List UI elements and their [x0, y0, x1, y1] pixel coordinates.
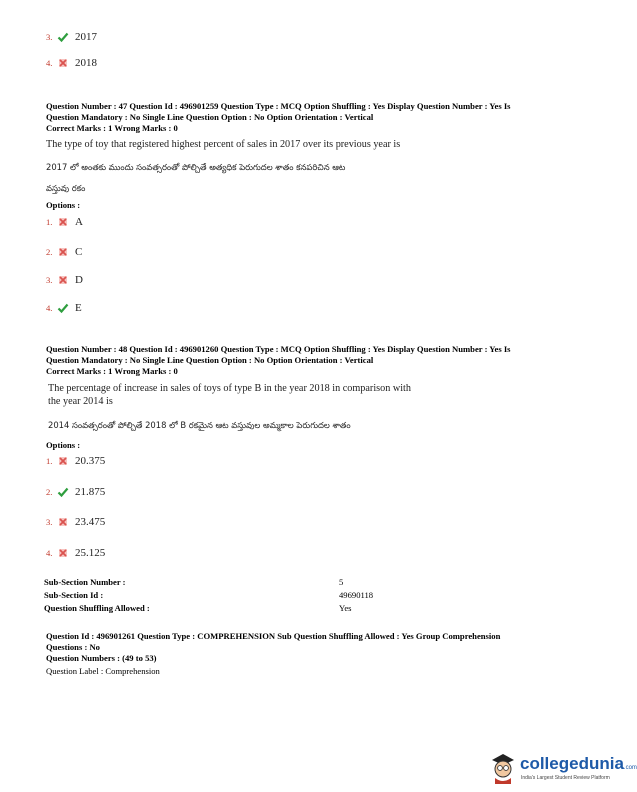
option-value: A — [75, 216, 83, 228]
check-icon — [57, 486, 69, 498]
option-row — [46, 57, 97, 69]
shuffle-label: Question Shuffling Allowed : — [44, 603, 150, 613]
option-number: 1. — [46, 217, 53, 227]
question-47-english: The type of toy that registered highest percent of sales in 2017 over its previous year is — [46, 139, 401, 150]
cross-icon — [57, 57, 69, 69]
option-number: 1. — [46, 456, 53, 466]
subsection-id-label: Sub-Section Id : — [44, 590, 104, 600]
meta-line: Questions : No — [46, 642, 100, 652]
option-value: 2018 — [75, 57, 97, 69]
option-row — [46, 274, 83, 286]
question-48-english — [48, 382, 411, 408]
options-label: Options : — [46, 440, 81, 450]
logo-name: collegedunia — [520, 754, 624, 773]
question-48-meta — [46, 344, 566, 377]
check-icon — [57, 302, 69, 314]
collegedunia-logo — [488, 748, 637, 788]
option-value: E — [75, 302, 82, 314]
options-label: Options : — [46, 200, 81, 210]
comprehension-meta — [46, 631, 566, 664]
subsection-id-value: 49690118 — [339, 590, 374, 600]
option-number: 2. — [46, 247, 53, 257]
marks-line: Correct Marks : 1 Wrong Marks : 0 — [46, 123, 178, 133]
option-value: 21.875 — [75, 486, 106, 498]
option-value: 2017 — [75, 31, 97, 43]
option-value: D — [75, 274, 83, 286]
option-row — [46, 547, 105, 559]
meta-line: Question Number : 47 Question Id : 496901259 Question Type : MCQ Option Shuffling : Yes Display Question Number : Yes Is — [46, 101, 511, 111]
meta-line: Question Mandatory : No Single Line Question Option : No Option Orientation : Vertical — [46, 112, 374, 122]
mascot-icon — [488, 750, 518, 784]
cross-icon — [57, 547, 69, 559]
option-number: 3. — [46, 275, 53, 285]
marks-line: Correct Marks : 1 Wrong Marks : 0 — [46, 366, 178, 376]
meta-line: Question Id : 496901261 Question Type : COMPREHENSION Sub Question Shuffling Allowed : Yes Group Comprehension — [46, 631, 501, 641]
option-value: 20.375 — [75, 455, 106, 467]
question-label: Question Label : Comprehension — [46, 666, 160, 676]
check-icon — [57, 31, 69, 43]
option-row — [46, 516, 105, 528]
cross-icon — [57, 216, 69, 228]
option-row — [46, 455, 105, 467]
cross-icon — [57, 455, 69, 467]
english-line: The percentage of increase in sales of toys of type B in the year 2018 in comparison with — [48, 383, 411, 394]
logo-tagline: India's Largest Student Review Platform — [521, 775, 610, 781]
english-line: the year 2014 is — [48, 396, 113, 407]
cross-icon — [57, 516, 69, 528]
shuffle-value: Yes — [339, 603, 352, 613]
option-number: 4. — [46, 303, 53, 313]
option-row — [46, 216, 83, 228]
question-47-telugu: 2017 లో అంతకు ముందు సంవత్సరంతో పోల్చితే అత్యధిక పెరుగుదల శాతం కనపరిచిన ఆట — [46, 162, 346, 172]
meta-line: Question Mandatory : No Single Line Question Option : No Option Orientation : Vertical — [46, 355, 374, 365]
question-48-telugu: 2014 సంవత్సరంతో పోల్చితే 2018 లో B రకమైన ఆట వస్తువుల అమ్మకాల పెరుగుదల శాతం — [48, 420, 351, 430]
option-value: 23.475 — [75, 516, 106, 528]
option-number: 3. — [46, 32, 53, 42]
question-47-telugu-2: వస్తువు రకం — [46, 183, 86, 193]
option-value: C — [75, 246, 83, 258]
meta-line: Question Number : 48 Question Id : 496901260 Question Type : MCQ Option Shuffling : Yes Display Question Number : Yes Is — [46, 344, 511, 354]
option-row — [46, 31, 97, 43]
option-number: 4. — [46, 58, 53, 68]
option-number: 3. — [46, 517, 53, 527]
cross-icon — [57, 274, 69, 286]
cross-icon — [57, 246, 69, 258]
option-number: 2. — [46, 487, 53, 497]
option-row — [46, 246, 82, 258]
option-number: 4. — [46, 548, 53, 558]
option-value: 25.125 — [75, 547, 106, 559]
question-numbers: Question Numbers : (49 to 53) — [46, 653, 157, 663]
logo-suffix: .com — [623, 765, 637, 771]
option-row — [46, 302, 82, 314]
subsection-number-label: Sub-Section Number : — [44, 577, 126, 587]
subsection-number-value: 5 — [339, 577, 344, 587]
option-row — [46, 486, 105, 498]
question-47-meta — [46, 101, 566, 134]
